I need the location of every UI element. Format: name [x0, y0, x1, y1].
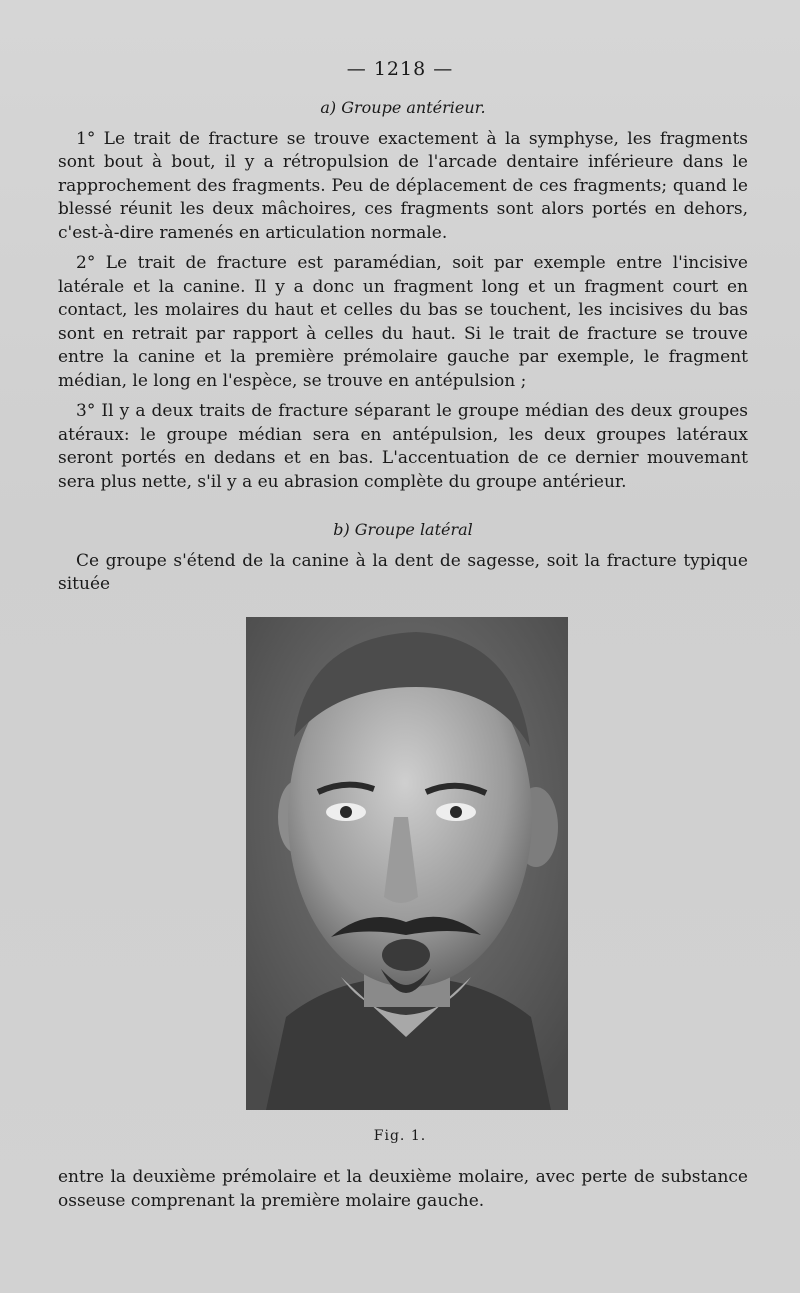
figure-caption: Fig. 1. [373, 1128, 427, 1144]
page-number: — 1218 — [346, 58, 454, 80]
portrait-photograph [246, 617, 568, 1110]
paragraph-3: 3° Il y a deux traits de fracture séparant le groupe médian des deux groupes atéraux: le groupe médian sera en antépulsion, les deux groupes latéraux seront portés en dedans et en bas. L'accentuation de ce dernier mouvemant sera plus nette, s'il y a eu abrasion complète du groupe antérieur. [58, 401, 748, 492]
section-b [58, 518, 748, 597]
portrait-image [246, 617, 568, 1110]
section-a-heading: a) Groupe antérieur. [320, 98, 486, 117]
section-a [58, 96, 748, 494]
paragraph-4: Ce groupe s'étend de la canine à la dent de sagesse, soit la fracture typique située [58, 550, 748, 594]
paragraph-1: 1° Le trait de fracture se trouve exactement à la symphyse, les fragments sont bout à bout, il y a rétropulsion de l'arcade dentaire inférieure dans le rapprochement des fragments. Peu de déplacement de ces fragments; quand le blessé réunit les deux mâchoires, ces fragments sont alors portés en dehors, c'est-à-dire ramenés en articulation normale. [58, 128, 748, 243]
paragraph-2: 2° Le trait de fracture est paramédian, soit par exemple entre l'incisive latérale et la canine. Il y a donc un fragment long et un fragment court en contact, les molaires du haut et celles du bas se touchent, les incisives du bas sont en retrait par rapport à celles du haut. Si le trait de fracture se trouve entre la canine et la première prémolaire gauche par exemple, le fragment médian, le long en l'espèce, se trouve en antépulsion ; [58, 253, 748, 391]
section-b-heading: b) Groupe latéral [333, 520, 473, 539]
closing-block [58, 1166, 748, 1213]
paragraph-5: entre la deuxième prémolaire et la deuxième molaire, avec perte de substance osseuse comprenant la première molaire gauche. [58, 1167, 748, 1211]
